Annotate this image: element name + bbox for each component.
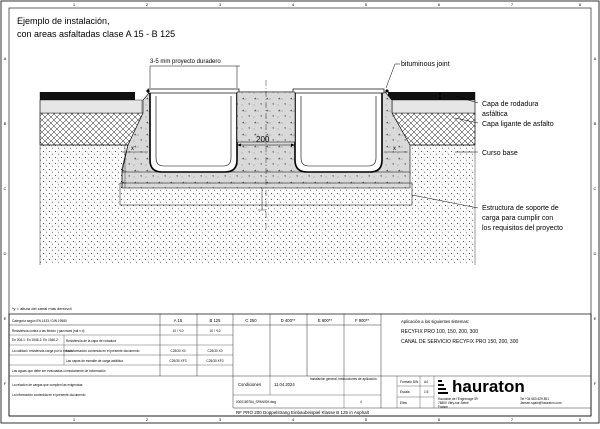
tb-row-label: En 206-1: En 1546-1: En 1546-2:: [12, 338, 59, 342]
border-letters-right: [594, 56, 597, 386]
callout-capa-ligante: Capa ligante de asfalto: [482, 121, 554, 128]
border-number: 4: [291, 417, 295, 422]
binder-course-left: [40, 113, 143, 145]
drawing-title-line2: con areas asfaltadas clase A 15 - B 125: [17, 29, 176, 39]
tb-mid-label: Resistencia de la capa de rodadura: [66, 339, 117, 343]
format-value: A4: [424, 380, 428, 384]
border-number: 6: [437, 417, 441, 422]
border-number: 7: [510, 417, 514, 422]
scale-label: Escala: [400, 390, 410, 394]
class-value: 10 / *10: [209, 329, 221, 333]
title-block: [9, 314, 591, 416]
border-letter: C: [593, 186, 597, 191]
drawing-title-line1: Ejemplo de instalación,: [17, 16, 110, 26]
border-number: 6: [437, 2, 441, 7]
border-number: 5: [364, 2, 368, 7]
tb-row-label: Categoría según EN 1433 / DIN 19580: [12, 319, 67, 323]
conditions-label: Condiciones: [238, 382, 262, 387]
border-letter: E: [593, 316, 597, 321]
border-letter: A: [3, 56, 7, 61]
callout-capa-rodadura: Capa de rodadura: [482, 101, 539, 108]
border-letters-left: [4, 56, 7, 386]
border-letter: A: [593, 56, 597, 61]
border-number: 7: [510, 2, 514, 7]
class-header: E 600**: [317, 318, 333, 323]
class-value: C25/30 XF3: [169, 359, 187, 363]
application-line: CANAL DE SERVICIO RECYFIX PRO 150, 200, 300: [401, 339, 519, 345]
grate-left: [148, 89, 239, 93]
tb-row-label: Resistencia contra a las flexión ( panorami (rail x d): [12, 329, 85, 333]
format-label: Formato DIN: [400, 380, 419, 384]
tb-mid-label: Las capas de esmalte de carga asfáltica: [66, 359, 123, 363]
callout-estructura-1: Estructura de soporte de: [482, 205, 559, 212]
sheet-label: Elbw: [400, 401, 407, 405]
dimension-200: 200: [256, 135, 270, 144]
border-numbers-bottom: [73, 417, 582, 422]
application-line: RECYFIX PRO 100, 150, 200, 300: [401, 329, 478, 335]
dimension-x-right: x: [393, 146, 396, 152]
border-letter: F: [593, 381, 597, 386]
border-numbers-top: [73, 2, 582, 7]
border-number: 8: [578, 417, 582, 422]
contact-line: Jansen.spain@hauraton.com: [520, 401, 562, 405]
border-letter: F: [3, 381, 7, 386]
tb-row-label: La calidad / resistencia carga por lo menos: [12, 349, 73, 353]
dimension-x-left: x: [131, 146, 134, 152]
grate-right: [293, 89, 384, 93]
border-number: 3: [218, 417, 222, 422]
border-number: 3: [218, 2, 222, 7]
surface-asphalt-right: [388, 92, 475, 100]
border-number: 2: [145, 417, 149, 422]
contact-line: Tel +34 663 629 851: [520, 397, 549, 401]
border-letter: B: [3, 121, 7, 126]
callout-estructura-2: carga para cumplir con: [482, 215, 554, 222]
border-letter: C: [3, 186, 7, 191]
scale-value: 1:5: [424, 390, 429, 394]
tb-row-label: La relación de cargas que cumplen las exigencias: [12, 383, 83, 387]
border-number: 4: [291, 2, 295, 7]
callout-bituminous-joint: bituminous joint: [401, 61, 450, 68]
border-letter: B: [593, 121, 597, 126]
border-number: 1: [72, 417, 76, 422]
date: 11.04.2024: [274, 382, 295, 387]
surface-asphalt-left: [40, 92, 135, 100]
border-letter: D: [3, 251, 7, 256]
class-header: C 250: [245, 318, 257, 323]
class-header: B 125: [209, 318, 221, 323]
tb-row-label: Las aguas que debe ser evacuadas correctamente de información: [12, 369, 106, 373]
subgrade-layer: [40, 210, 475, 265]
callout-proyecto-duradero: 3-5 mm proyecto duradero: [150, 59, 221, 65]
border-letter: D: [593, 251, 597, 256]
cross-section: [40, 80, 475, 265]
tb-mid-label: La información contenida en el presente documento: [66, 349, 140, 353]
class-value: C25/30 XF3: [206, 359, 224, 363]
callout-capa-rodadura-2: asfáltica: [482, 111, 508, 118]
callout-estructura-3: los requisitos del proyecto: [482, 225, 563, 232]
class-value: C25/30 X0: [207, 349, 223, 353]
class-header: A 15: [173, 318, 183, 323]
doc-number: 0000189784_SPANISH.dwg: [236, 400, 276, 404]
class-header: D 400**: [280, 318, 296, 323]
border-letter: E: [3, 316, 7, 321]
application-heading: Aplicación a los siguientes sistemas:: [401, 319, 469, 324]
tb-row-label: La información contenida en el presente documento: [12, 393, 86, 397]
address-line: 76800 Vitry-sur-Seine: [438, 401, 469, 405]
border-number: 8: [578, 2, 582, 7]
footnote: *y = altura del canal mas derrovol: [12, 306, 72, 311]
logo-wordmark: hauraton: [452, 377, 525, 396]
class-value: C25/30 X0: [170, 349, 186, 353]
address-line: Hauraton de l'Engrenage 59: [438, 397, 478, 401]
callout-curso-base: Curso base: [482, 150, 518, 157]
conditions-text: Instalación general, instrucciones de aplicación: [310, 377, 377, 381]
revision: 4: [360, 400, 362, 404]
border-number: 5: [364, 417, 368, 422]
border-number: 1: [72, 2, 76, 7]
drawing-name: RF PRO 200 Doppelstrang Einbaubeispiel Klasse B 125 in Asphalt: [236, 410, 369, 415]
class-header: F 900**: [355, 318, 369, 323]
border-number: 2: [145, 2, 149, 7]
hauraton-logo: [438, 377, 525, 396]
class-value: 10 / *10: [172, 329, 184, 333]
address-line: France: [438, 405, 448, 409]
